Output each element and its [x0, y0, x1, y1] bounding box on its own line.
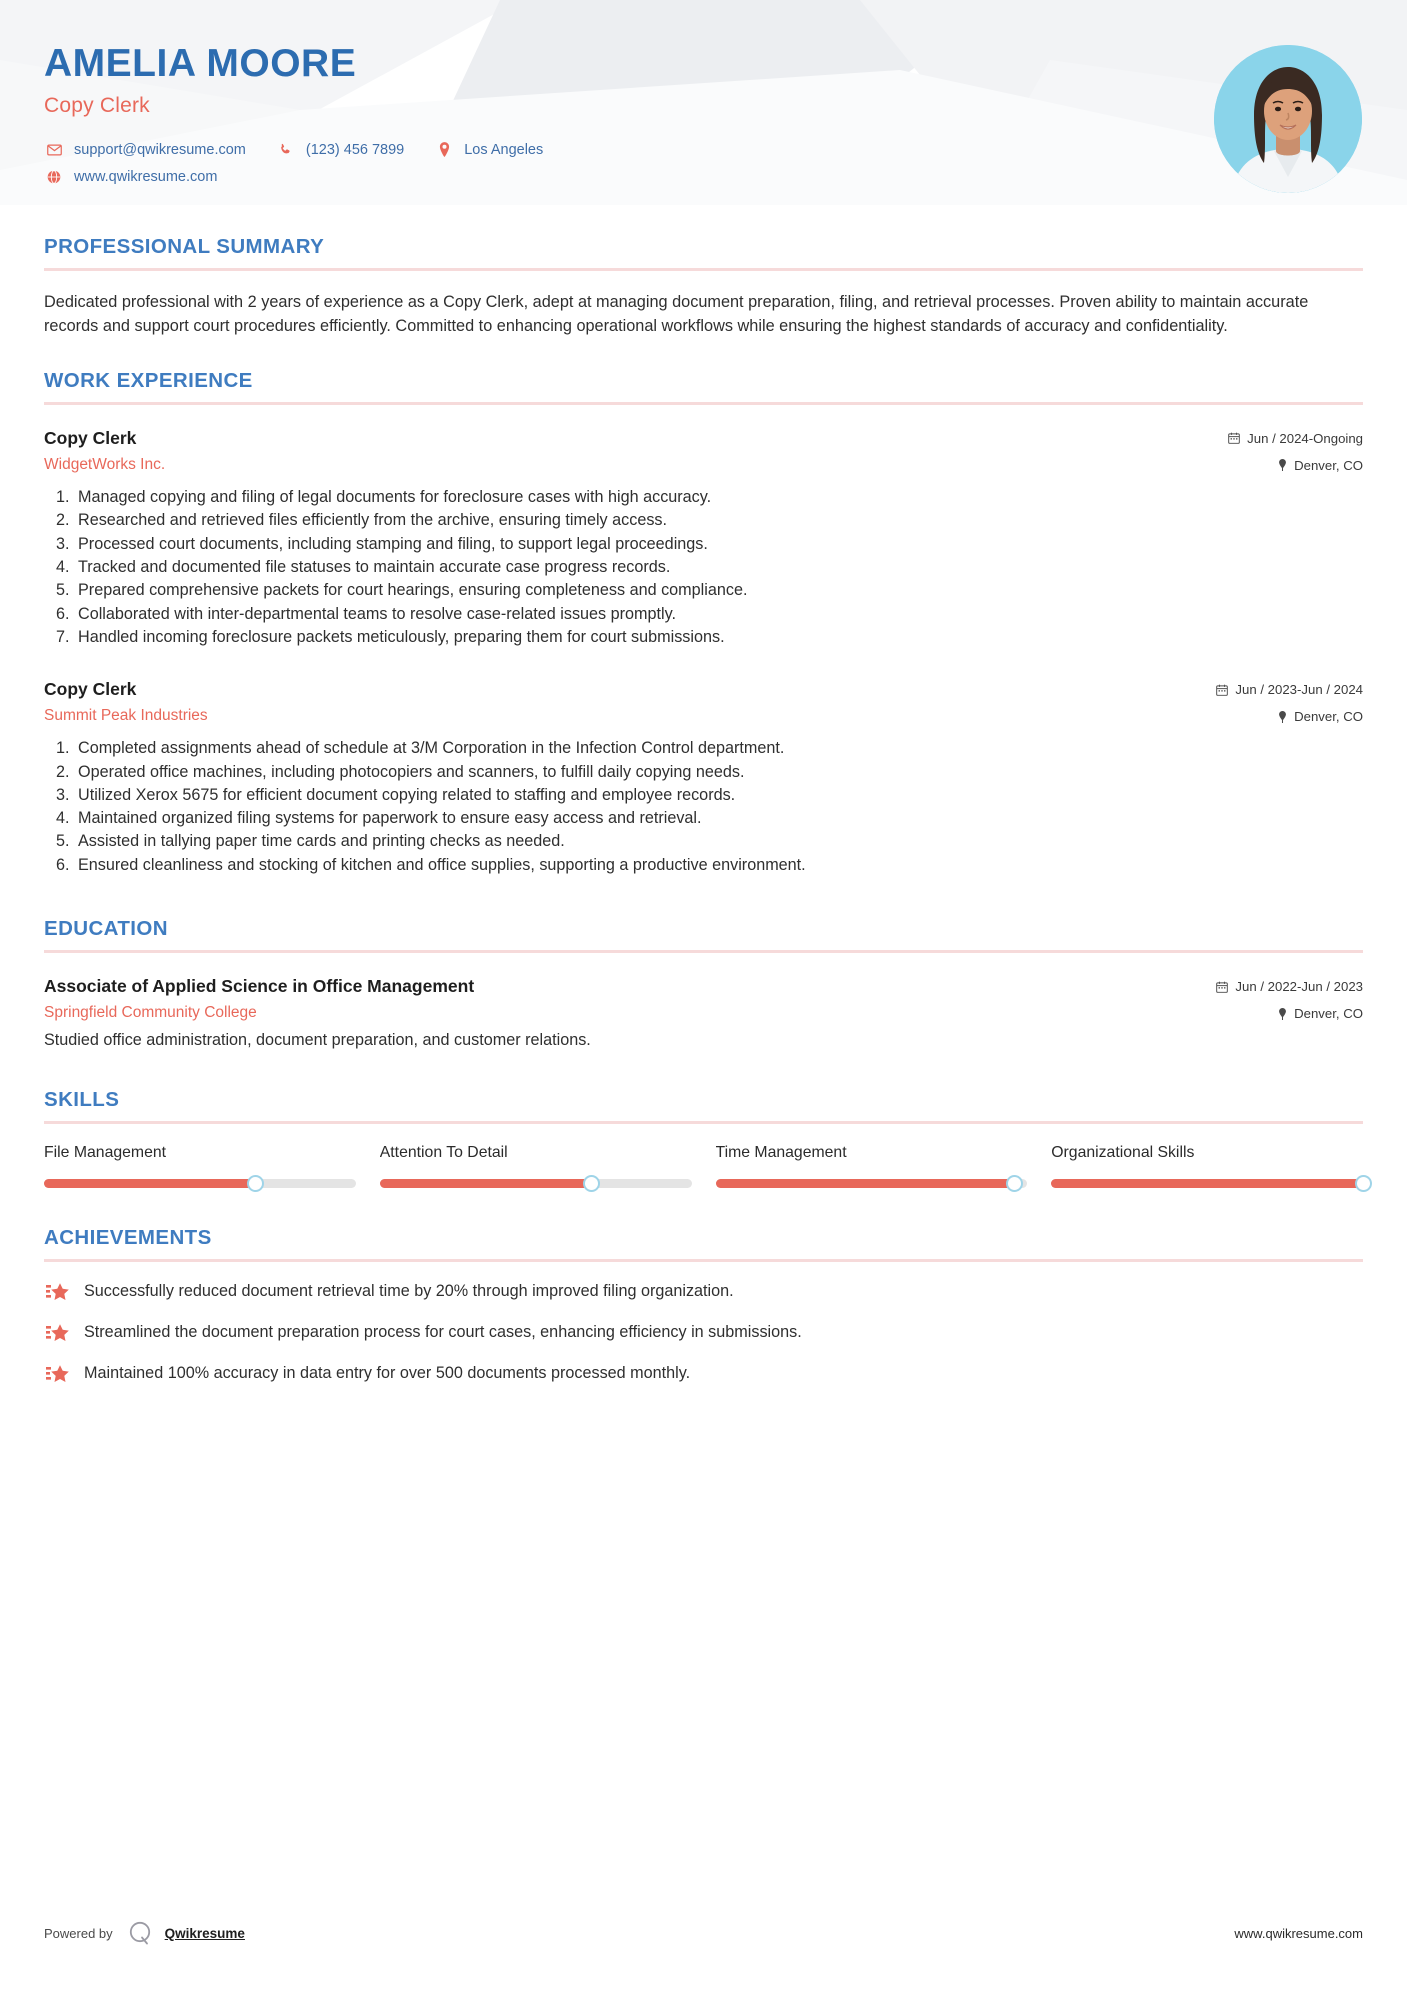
- experience-entry: [44, 428, 1363, 649]
- powered-by-label: Powered by: [44, 1925, 113, 1941]
- experience-job-title: Copy Clerk: [44, 679, 137, 700]
- skill-label: Attention To Detail: [379, 1144, 508, 1162]
- education-entry: [44, 976, 1363, 1050]
- star-badge-icon: [44, 1321, 74, 1344]
- list-item: 4. Tracked and documented file statuses to maintain accurate case progress records.: [74, 556, 1363, 579]
- list-item: 5. Assisted in tallying paper time cards and printing checks as needed.: [74, 830, 1363, 853]
- list-item: 1. Managed copying and filing of legal documents for foreclosure cases with high accuracy.: [74, 486, 1363, 509]
- contact-website[interactable]: [44, 169, 217, 185]
- skill-slider-fill: [716, 1179, 1015, 1188]
- skill-slider-knob[interactable]: [247, 1175, 264, 1192]
- skill-label: Organizational Skills: [1051, 1144, 1195, 1162]
- section-title-experience: WORK EXPERIENCE: [44, 368, 253, 392]
- section-title-summary: PROFESSIONAL SUMMARY: [44, 235, 325, 258]
- list-item: 3. Utilized Xerox 5675 for efficient document copying related to staffing and employee records.: [74, 784, 1363, 807]
- skill-slider-knob[interactable]: [1006, 1175, 1023, 1192]
- star-badge-icon: [44, 1280, 74, 1303]
- calendar-icon: [1216, 684, 1228, 696]
- experience-location: [1216, 709, 1363, 724]
- experience-dates-text: Jun / 2023-Jun / 2024: [1235, 682, 1363, 698]
- list-item: 4. Maintained organized filing systems for paperwork to ensure easy access and retrieval.: [74, 807, 1363, 830]
- contact-line-secondary: [44, 169, 1407, 185]
- contact-website-text: www.qwikresume.com: [74, 168, 218, 185]
- experience-company: WidgetWorks Inc.: [44, 455, 166, 473]
- skill-slider[interactable]: [44, 1179, 356, 1188]
- map-marker-icon: [1278, 459, 1287, 471]
- contact-line-primary: [44, 142, 1407, 158]
- section-divider: [44, 950, 1363, 953]
- skill-label: Time Management: [715, 1144, 847, 1162]
- section-professional-summary: [44, 235, 1363, 339]
- achievement-text: Successfully reduced document retrieval time by 20% through improved filing organization.: [84, 1282, 734, 1301]
- achievement-text: Maintained 100% accuracy in data entry for over 500 documents processed monthly.: [84, 1364, 691, 1383]
- section-divider: [44, 1121, 1363, 1124]
- skill-slider-fill: [1051, 1179, 1363, 1188]
- list-item: 1. Completed assignments ahead of schedule at 3/M Corporation in the Infection Control department.: [74, 737, 1363, 760]
- list-item: 3. Processed court documents, including stamping and filing, to support legal proceedings.: [74, 533, 1363, 556]
- experience-entry: [44, 679, 1363, 877]
- section-skills: [44, 1088, 1363, 1188]
- experience-location-text: Denver, CO: [1294, 709, 1363, 725]
- education-location-text: Denver, CO: [1294, 1006, 1363, 1022]
- job-role-subtitle: Copy Clerk: [44, 93, 150, 117]
- contact-phone-text: (123) 456 7899: [305, 141, 405, 158]
- skills-grid: [44, 1144, 1363, 1188]
- achievements-list: [44, 1280, 1363, 1385]
- skill-slider-knob[interactable]: [583, 1175, 600, 1192]
- email-icon: [44, 144, 64, 156]
- list-item: 6. Ensured cleanliness and stocking of kitchen and office supplies, supporting a productive environment.: [74, 854, 1363, 877]
- page-title: AMELIA MOORE: [44, 42, 357, 85]
- contact-details: [44, 142, 1407, 185]
- phone-icon: [276, 143, 296, 157]
- resume-header: [0, 0, 1407, 205]
- map-marker-icon: [1278, 1008, 1287, 1020]
- list-item: 6. Collaborated with inter-departmental teams to resolve case-related issues promptly.: [74, 603, 1363, 626]
- achievement-item: [44, 1321, 1363, 1344]
- experience-dates-text: Jun / 2024-Ongoing: [1247, 430, 1363, 446]
- achievement-item: [44, 1362, 1363, 1385]
- footer-brand-link[interactable]: Qwikresume: [164, 1925, 245, 1941]
- contact-email[interactable]: [44, 142, 246, 158]
- calendar-icon: [1216, 981, 1228, 993]
- achievement-text: Streamlined the document preparation process for court cases, enhancing efficiency in submissions.: [84, 1323, 802, 1342]
- list-item: 2. Operated office machines, including photocopiers and scanners, to fulfill daily copying needs.: [74, 761, 1363, 784]
- globe-icon: [44, 170, 64, 184]
- avatar-portrait: [1214, 45, 1362, 193]
- experience-company: Summit Peak Industries: [44, 707, 208, 725]
- skill-slider[interactable]: [380, 1179, 692, 1188]
- section-title-achievements: ACHIEVEMENTS: [44, 1226, 212, 1250]
- section-title-skills: SKILLS: [44, 1088, 120, 1112]
- education-school: Springfield Community College: [44, 1004, 257, 1022]
- section-divider: [44, 268, 1363, 271]
- education-dates: [1216, 979, 1363, 994]
- section-education: [44, 917, 1363, 1050]
- education-degree: Associate of Applied Science in Office Management: [44, 976, 475, 997]
- map-marker-icon: [1278, 711, 1287, 723]
- skill-item: [380, 1144, 692, 1188]
- experience-location-text: Denver, CO: [1294, 457, 1363, 473]
- skill-slider-fill: [44, 1179, 256, 1188]
- section-work-experience: [44, 369, 1363, 877]
- section-achievements: [44, 1226, 1363, 1385]
- contact-location: [434, 142, 543, 158]
- avatar: [1214, 45, 1362, 193]
- education-location: [1216, 1006, 1363, 1021]
- footer-website[interactable]: www.qwikresume.com: [1234, 1925, 1363, 1941]
- calendar-icon: [1228, 432, 1240, 444]
- experience-dates: [1216, 682, 1363, 697]
- skill-slider[interactable]: [1051, 1179, 1363, 1188]
- experience-bullet-list: [44, 737, 1363, 877]
- qwikresume-logo-icon: [127, 1920, 153, 1946]
- contact-location-text: Los Angeles: [464, 141, 544, 158]
- education-description: Studied office administration, document preparation, and customer relations.: [44, 1031, 591, 1050]
- list-item: 2. Researched and retrieved files efficiently from the archive, ensuring timely access.: [74, 509, 1363, 532]
- achievement-item: [44, 1280, 1363, 1303]
- experience-location: [1228, 458, 1363, 473]
- skill-slider[interactable]: [716, 1179, 1028, 1188]
- experience-job-title: Copy Clerk: [44, 427, 137, 448]
- summary-paragraph: Dedicated professional with 2 years of experience as a Copy Clerk, adept at managing document preparation, filing, and retrieval processes. Proven ability to maintain accurate records and support court procedures efficiently. Committed to enhancing operational workflows while ensuring the highest standards of accuracy and confidentiality.: [44, 293, 1309, 336]
- education-dates-text: Jun / 2022-Jun / 2023: [1235, 979, 1363, 995]
- contact-phone[interactable]: [276, 142, 404, 158]
- skill-label: File Management: [44, 1144, 167, 1162]
- section-divider: [44, 402, 1363, 405]
- list-item: 7. Handled incoming foreclosure packets meticulously, preparing them for court submissions.: [74, 626, 1363, 649]
- star-badge-icon: [44, 1362, 74, 1385]
- skill-item: [44, 1144, 356, 1188]
- footer-branding: [44, 1920, 245, 1946]
- skill-item: [716, 1144, 1028, 1188]
- skill-item: [1051, 1144, 1363, 1188]
- section-title-education: EDUCATION: [44, 917, 168, 941]
- skill-slider-fill: [380, 1179, 592, 1188]
- skill-slider-knob[interactable]: [1355, 1175, 1372, 1192]
- experience-dates: [1228, 431, 1363, 446]
- page-footer: [44, 1920, 1363, 1946]
- location-pin-icon: [434, 142, 454, 157]
- section-divider: [44, 1259, 1363, 1262]
- list-item: 5. Prepared comprehensive packets for court hearings, ensuring completeness and compliance.: [74, 579, 1363, 602]
- experience-bullet-list: [44, 486, 1363, 649]
- contact-email-text: support@qwikresume.com: [74, 141, 246, 158]
